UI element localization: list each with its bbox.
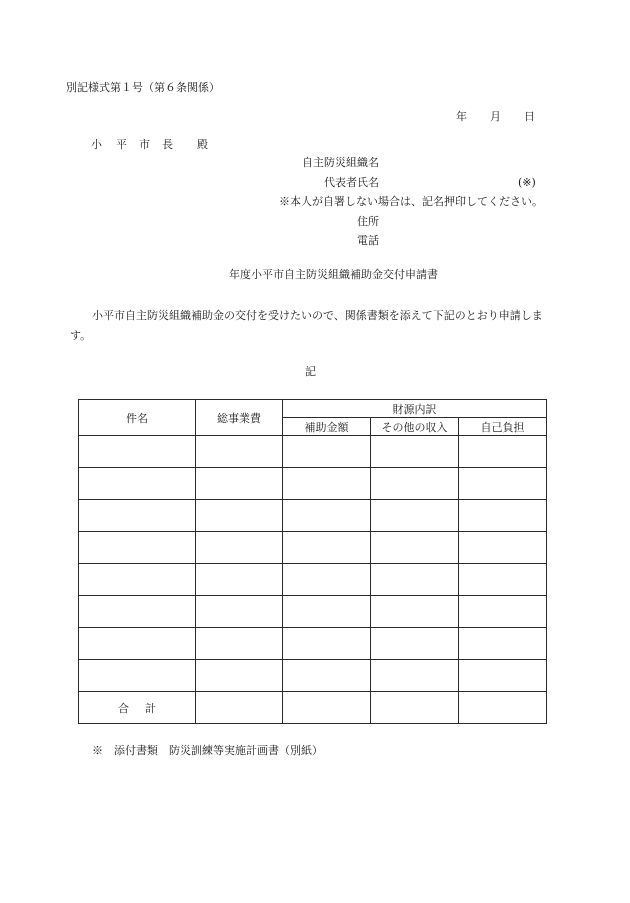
table-cell[interactable] <box>459 628 547 660</box>
phone-label: 電話 <box>357 234 379 247</box>
ki-heading: 記 <box>305 365 316 378</box>
table-row <box>79 564 547 596</box>
header-funding-breakdown: 財源内訳 <box>283 400 547 418</box>
table-row <box>79 500 547 532</box>
table-cell[interactable] <box>196 436 283 468</box>
signature-note: ※本人が自署しない場合は、記名押印してください。 <box>279 195 543 208</box>
table-cell[interactable] <box>459 596 547 628</box>
org-name-label: 自主防災組織名 <box>302 156 379 169</box>
table-cell[interactable] <box>79 532 196 564</box>
table-cell[interactable] <box>371 532 459 564</box>
table-cell[interactable] <box>79 596 196 628</box>
date-month-label: 月 <box>490 110 501 123</box>
table-cell[interactable] <box>459 532 547 564</box>
table-cell[interactable] <box>79 660 196 692</box>
table-cell[interactable] <box>79 628 196 660</box>
table-cell[interactable] <box>283 468 371 500</box>
header-total-cost: 総事業費 <box>196 400 283 436</box>
date-year-label: 年 <box>456 110 467 123</box>
table-cell[interactable] <box>196 660 283 692</box>
table-cell[interactable] <box>283 628 371 660</box>
table-cell[interactable] <box>196 596 283 628</box>
table-cell[interactable] <box>79 468 196 500</box>
total-cell[interactable] <box>371 692 459 724</box>
table-cell[interactable] <box>283 532 371 564</box>
document-title: 年度小平市自主防災組織補助金交付申請書 <box>229 268 438 281</box>
total-cell[interactable] <box>459 692 547 724</box>
header-item: 件名 <box>79 400 196 436</box>
header-subsidy: 補助金額 <box>283 418 371 436</box>
table-cell[interactable] <box>371 660 459 692</box>
addressee-honorific: 殿 <box>197 138 208 151</box>
table-cell[interactable] <box>79 436 196 468</box>
table-cell[interactable] <box>371 564 459 596</box>
body-paragraph: 小平市自主防災組織補助金の交付を受けたいので、関係書類を添えて下記のとおり申請します。 <box>70 309 543 342</box>
table-cell[interactable] <box>459 468 547 500</box>
seal-mark: (※) <box>518 176 536 189</box>
table-cell[interactable] <box>283 500 371 532</box>
total-cell[interactable] <box>196 692 283 724</box>
table-total-row <box>79 692 547 724</box>
table-header-row <box>79 400 547 418</box>
table-cell[interactable] <box>371 628 459 660</box>
table-cell[interactable] <box>196 628 283 660</box>
table-cell[interactable] <box>371 500 459 532</box>
table-row <box>79 532 547 564</box>
table-cell[interactable] <box>459 660 547 692</box>
attachment-note: ※ 添付書類 防災訓練等実施計画書（別紙） <box>92 744 323 757</box>
table-row <box>79 596 547 628</box>
table-cell[interactable] <box>79 500 196 532</box>
addressee-char: 市 <box>139 138 150 151</box>
date-day-label: 日 <box>524 110 535 123</box>
addressee-char: 長 <box>162 138 173 151</box>
table-cell[interactable] <box>79 564 196 596</box>
table-cell[interactable] <box>459 436 547 468</box>
table-cell[interactable] <box>371 596 459 628</box>
table-row <box>79 660 547 692</box>
budget-table <box>78 399 547 724</box>
header-self-pay: 自己負担 <box>459 418 547 436</box>
table-cell[interactable] <box>283 596 371 628</box>
table-cell[interactable] <box>196 532 283 564</box>
total-label <box>79 692 196 724</box>
total-label-char: 合 <box>118 701 129 715</box>
representative-name-label: 代表者氏名 <box>324 176 379 189</box>
header-other-income: その他の収入 <box>371 418 459 436</box>
table-row <box>79 628 547 660</box>
total-cell[interactable] <box>283 692 371 724</box>
table-cell[interactable] <box>459 564 547 596</box>
table-cell[interactable] <box>371 468 459 500</box>
table-cell[interactable] <box>196 500 283 532</box>
addressee-char: 平 <box>116 138 127 151</box>
address-label: 住所 <box>357 215 379 228</box>
table-cell[interactable] <box>371 436 459 468</box>
table-cell[interactable] <box>459 500 547 532</box>
table-cell[interactable] <box>283 564 371 596</box>
table-cell[interactable] <box>196 564 283 596</box>
table-cell[interactable] <box>283 660 371 692</box>
total-label-char: 計 <box>145 701 156 715</box>
table-row <box>79 436 547 468</box>
form-number: 別記様式第１号（第６条関係） <box>66 81 220 94</box>
addressee-char: 小 <box>91 138 102 151</box>
table-cell[interactable] <box>196 468 283 500</box>
table-cell[interactable] <box>283 436 371 468</box>
table-row <box>79 468 547 500</box>
